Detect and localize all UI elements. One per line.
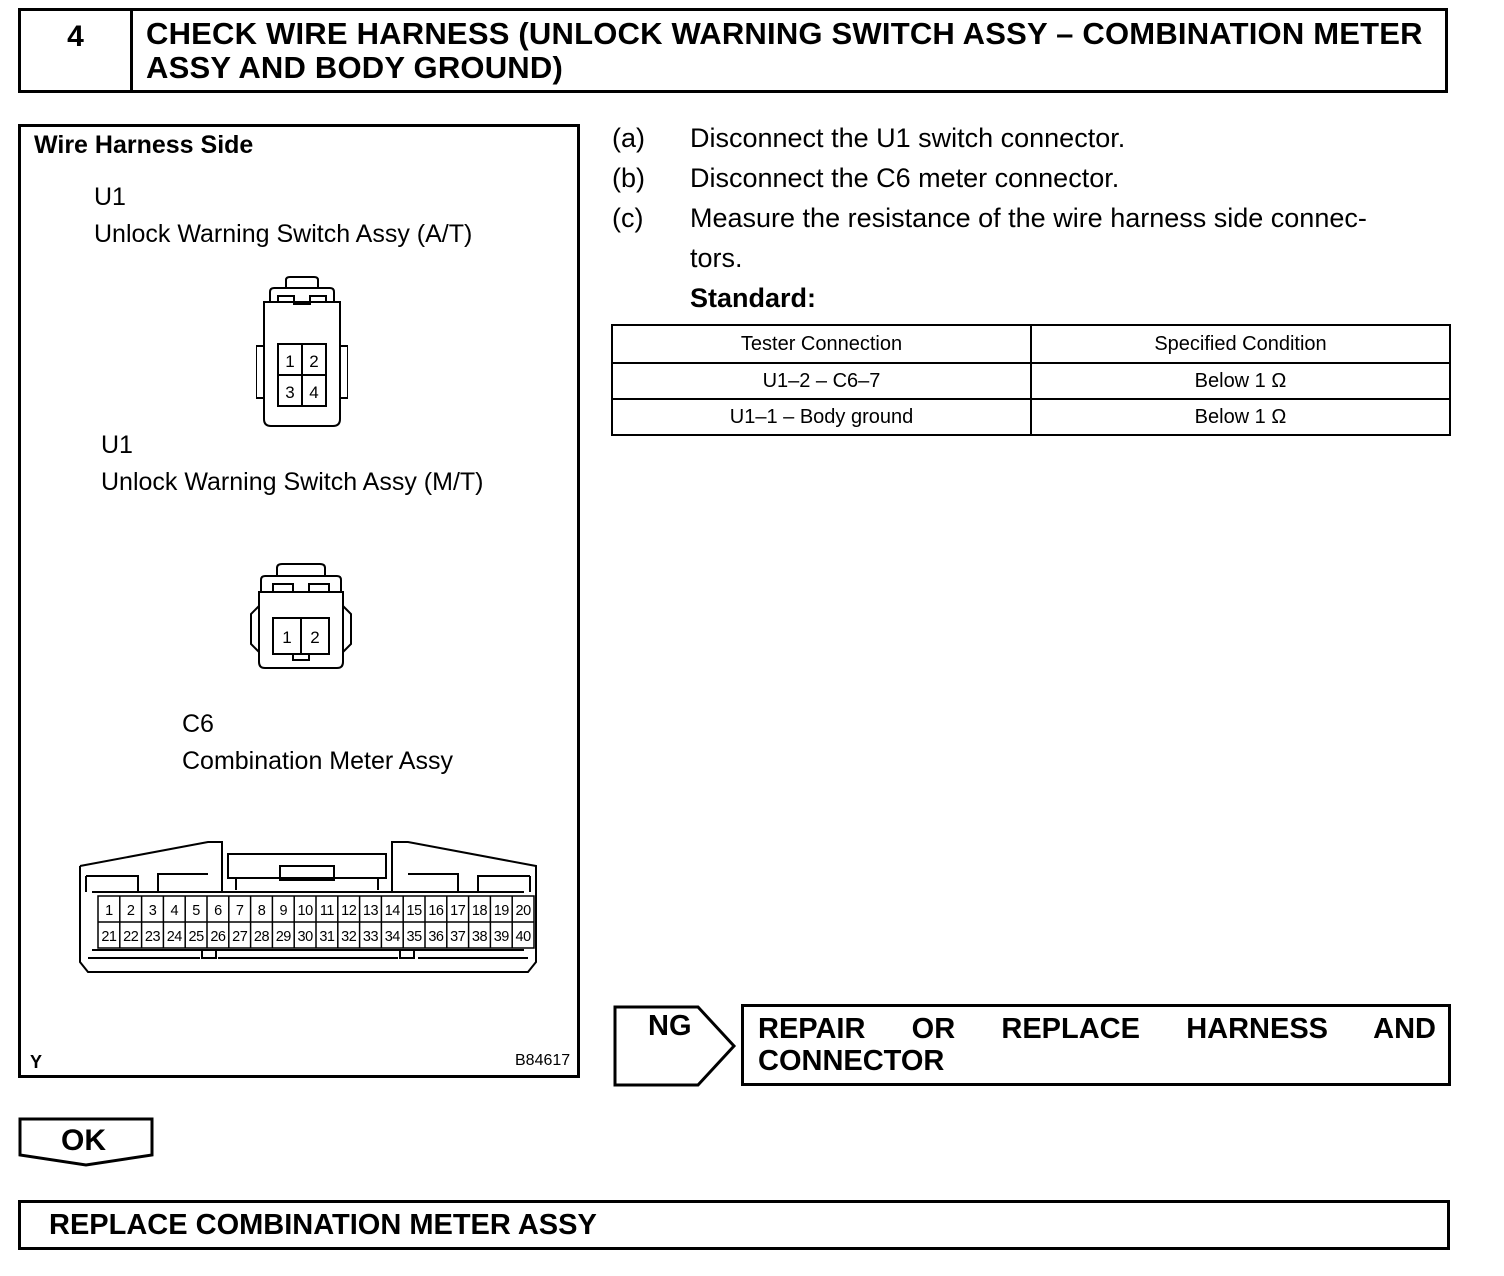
ng-action-box bbox=[741, 1004, 1451, 1086]
u1-mt-pin: 2 bbox=[310, 628, 320, 647]
u1-at-pin: 4 bbox=[309, 383, 319, 402]
u1-at-connector-diagram bbox=[256, 274, 348, 434]
table-cell: Below 1 Ω bbox=[1031, 363, 1450, 399]
c6-pin: 21 bbox=[101, 929, 117, 945]
step-number: 4 bbox=[21, 11, 133, 90]
c6-pin: 1 bbox=[105, 903, 113, 919]
c6-code: C6 bbox=[182, 710, 214, 738]
spec-table bbox=[611, 324, 1451, 436]
ok-label: OK bbox=[61, 1124, 106, 1157]
c6-pin: 9 bbox=[279, 903, 288, 919]
corner-mark: Y bbox=[30, 1052, 43, 1072]
c6-pin: 26 bbox=[210, 929, 226, 945]
table-header: Tester Connection bbox=[612, 325, 1031, 363]
c6-pin: 35 bbox=[406, 929, 422, 945]
table-cell: U1–1 – Body ground bbox=[612, 399, 1031, 435]
c6-pin: 3 bbox=[148, 903, 157, 919]
step-text: Disconnect the U1 switch connector. bbox=[690, 123, 1126, 153]
c6-pin: 28 bbox=[253, 929, 270, 945]
u1-at-pin: 2 bbox=[309, 352, 319, 371]
standard-label: Standard: bbox=[690, 283, 817, 313]
ng-label: NG bbox=[648, 1010, 692, 1042]
c6-pin: 36 bbox=[428, 929, 444, 945]
step-text: Measure the resistance of the wire harness side connec- bbox=[690, 203, 1367, 233]
c6-pin: 39 bbox=[493, 929, 509, 945]
c6-pin: 16 bbox=[428, 903, 444, 919]
c6-pin: 20 bbox=[515, 903, 531, 919]
step-header bbox=[18, 8, 1448, 93]
c6-pin: 24 bbox=[166, 929, 182, 945]
step-text: Disconnect the C6 meter connector. bbox=[690, 163, 1120, 193]
c6-pin: 40 bbox=[515, 929, 531, 945]
c6-pin: 31 bbox=[319, 929, 335, 945]
c6-pin: 33 bbox=[362, 929, 379, 945]
c6-pin: 4 bbox=[170, 903, 179, 919]
figure-heading: Wire Harness Side bbox=[34, 131, 254, 159]
step-label: (b) bbox=[612, 163, 645, 193]
c6-pin: 34 bbox=[384, 929, 400, 945]
table-header: Specified Condition bbox=[1031, 325, 1450, 363]
c6-pin: 30 bbox=[297, 929, 313, 945]
c6-pin: 22 bbox=[123, 929, 139, 945]
c6-pin: 6 bbox=[214, 903, 222, 919]
figure-id: B84617 bbox=[515, 1052, 571, 1069]
final-action-text: REPLACE COMBINATION METER ASSY bbox=[49, 1209, 597, 1241]
step-label: (a) bbox=[612, 123, 645, 153]
c6-pin: 2 bbox=[126, 903, 135, 919]
table-row bbox=[612, 399, 1450, 435]
u1-at-code: U1 bbox=[94, 183, 126, 211]
c6-pin: 10 bbox=[297, 903, 313, 919]
wire-harness-figure bbox=[18, 124, 580, 1078]
final-action-box bbox=[18, 1200, 1450, 1250]
c6-pin: 27 bbox=[232, 929, 248, 945]
table-header-row bbox=[612, 325, 1450, 363]
u1-mt-name: Unlock Warning Switch Assy (M/T) bbox=[101, 468, 484, 496]
c6-pin: 15 bbox=[406, 903, 422, 919]
c6-pin: 12 bbox=[341, 903, 357, 919]
u1-mt-code: U1 bbox=[101, 431, 133, 459]
c6-pin: 38 bbox=[471, 929, 488, 945]
c6-pin: 5 bbox=[192, 903, 200, 919]
c6-pin: 25 bbox=[188, 929, 204, 945]
c6-pin: 32 bbox=[341, 929, 357, 945]
c6-pin: 19 bbox=[493, 903, 509, 919]
u1-at-pin: 3 bbox=[285, 383, 295, 402]
ng-action-line1: REPAIR OR REPLACE HARNESS AND bbox=[758, 1013, 1436, 1045]
table-cell: Below 1 Ω bbox=[1031, 399, 1450, 435]
ng-action-line2: CONNECTOR bbox=[758, 1045, 945, 1077]
c6-pin: 37 bbox=[450, 929, 466, 945]
c6-pin: 8 bbox=[257, 903, 266, 919]
c6-name: Combination Meter Assy bbox=[182, 747, 453, 775]
step-title: CHECK WIRE HARNESS (UNLOCK WARNING SWITCH ASSY – COMBINATION METER ASSY AND BODY GROUND) bbox=[146, 16, 1423, 85]
c6-pin: 13 bbox=[362, 903, 379, 919]
c6-connector-diagram bbox=[78, 840, 538, 984]
u1-mt-connector-diagram bbox=[249, 562, 353, 674]
u1-at-name: Unlock Warning Switch Assy (A/T) bbox=[94, 220, 473, 248]
c6-pin: 11 bbox=[319, 903, 334, 919]
table-row bbox=[612, 363, 1450, 399]
step-label: (c) bbox=[612, 203, 644, 233]
step-text-continued: tors. bbox=[690, 243, 743, 273]
u1-at-pin: 1 bbox=[285, 352, 295, 371]
u1-mt-pin: 1 bbox=[282, 628, 292, 647]
c6-pin: 14 bbox=[384, 903, 400, 919]
c6-pin: 29 bbox=[275, 929, 291, 945]
c6-pin: 23 bbox=[144, 929, 161, 945]
c6-pin: 18 bbox=[471, 903, 488, 919]
c6-pin: 7 bbox=[235, 903, 244, 919]
table-cell: U1–2 – C6–7 bbox=[612, 363, 1031, 399]
c6-pin: 17 bbox=[450, 903, 466, 919]
